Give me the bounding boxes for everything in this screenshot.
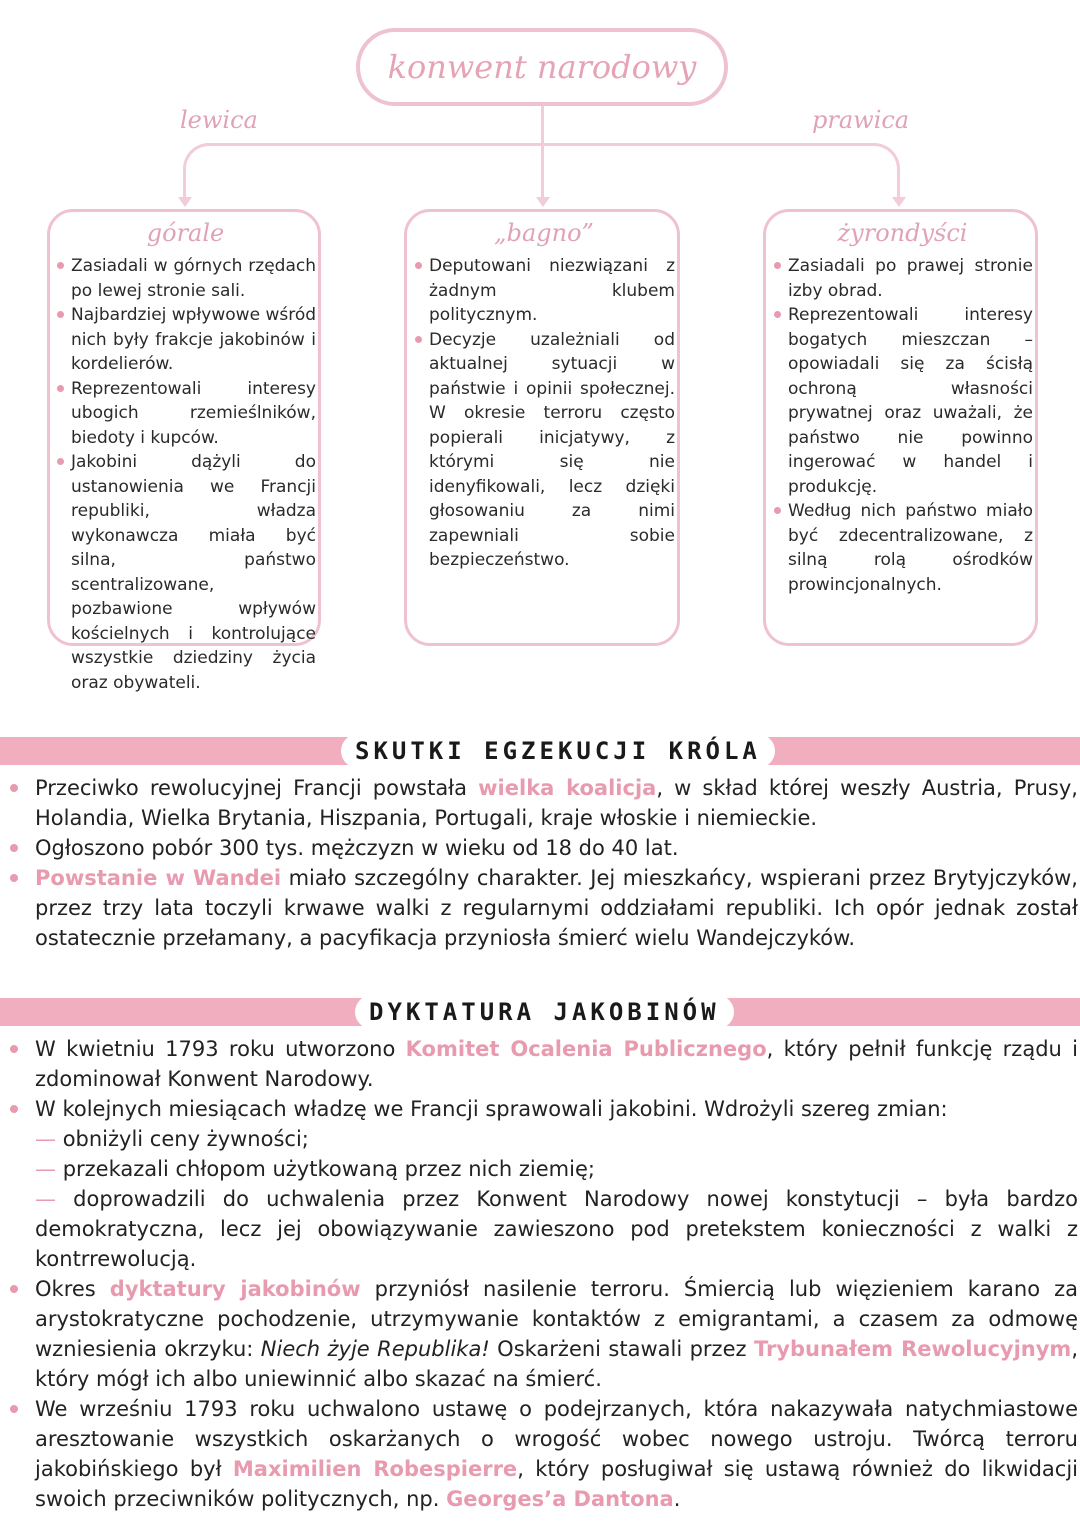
list-item: Deputowani niezwiązani z żadnym klubem politycznym. <box>411 254 675 328</box>
dash-item <box>0 1124 1080 1154</box>
list-item: Najbardziej wpływowe wśród nich były frakcje jakobinów i kordelierów. <box>53 303 316 377</box>
section-header-dyktatura <box>0 995 1080 1027</box>
list-item: Zasiadali w górnych rzędach po lewej stronie sali. <box>53 254 316 303</box>
connector-vertical-center <box>541 106 544 198</box>
paragraph <box>0 1394 1080 1514</box>
text: We wrześniu 1793 roku uchwalono ustawę o podejrzanych, która nakazywała natychmiastowe aresztowanie wszystkich oskarżanych o wrogość wobec nowego ustroju. Twórcą terroru jakobińskiego był <box>35 1397 1078 1481</box>
dash-marker: — <box>35 1157 56 1181</box>
dash-marker: — <box>35 1127 56 1151</box>
diagram-title: konwent narodowy <box>356 28 728 106</box>
section-header-skutki <box>0 734 1080 766</box>
arrowhead-right <box>892 197 906 207</box>
paragraph <box>0 863 1080 953</box>
highlight-term: Georges’a Dantona <box>446 1487 674 1511</box>
connector-left-down <box>183 168 186 198</box>
text: , który mógł ich albo uniewinnić albo skazać na śmierć. <box>35 1337 1078 1391</box>
list-item: Zasiadali po prawej stronie izby obrad. <box>770 254 1033 303</box>
section-title: DYKTATURA JAKOBINÓW <box>355 995 734 1029</box>
paragraph <box>0 1094 1080 1124</box>
card-gorale <box>47 209 321 693</box>
list-item: Jakobini dążyli do ustanowienia we Francji republiki, władza wykonawcza miała być silna, państwo scentralizowane, pozbawione wpływów kościelnych i kontrolujące wszystkie dziedziny życia oraz obywateli. <box>53 450 316 695</box>
connector-right-curve <box>872 143 900 171</box>
text: przyniósł nasilenie terroru. Śmiercią lub więzieniem karano za arystokratyczne pochodzenie, utrzymywanie kontaktów z emigrantami, a czasem za odmowę wzniesienia okrzyku: <box>35 1277 1078 1361</box>
left-wing-label: lewica <box>180 106 258 134</box>
text: Ogłoszono pobór 300 tys. mężczyzn w wieku od 18 do 40 lat. <box>35 836 679 860</box>
text: , który pełnił funkcję rządu i zdominował Konwent Narodowy. <box>35 1037 1078 1091</box>
dash-item <box>0 1184 1080 1274</box>
highlight-term: Trybunałem Rewolucyjnym <box>753 1337 1072 1361</box>
right-wing-label: prawica <box>812 106 910 134</box>
paragraph <box>0 1034 1080 1094</box>
section-body-skutki <box>0 773 1080 953</box>
highlight-term: Maximilien Robespierre <box>232 1457 518 1481</box>
highlight-term: dyktatury jakobinów <box>109 1277 361 1301</box>
text: , w skład której weszły Austria, Prusy, Holandia, Wielka Brytania, Hiszpania, Portugali, kraje włoskie i niemieckie. <box>35 776 1078 830</box>
section-body-dyktatura <box>0 1034 1080 1514</box>
arrowhead-center <box>536 197 550 207</box>
text: , który posługiwał się ustawą również do likwidacji swoich przeciwników politycznych, np. <box>35 1457 1078 1511</box>
text: W kwietniu 1793 roku utworzono <box>35 1037 406 1061</box>
arrowhead-left <box>178 197 192 207</box>
highlight-term: wielka koalicja <box>478 776 657 800</box>
text: miało szczególny charakter. Jej mieszkańcy, wspierani przez Brytyjczyków, przez trzy lata toczyli krwawe walki z regularnymi oddziałami republiki. Ich opór jednak został ostatecznie przełamany, a pacyfikacja przyniosła śmierć wielu Wandejczyków. <box>35 866 1078 950</box>
connector-horizontal <box>205 143 877 146</box>
text: obniżyli ceny żywności; <box>62 1127 309 1151</box>
dash-item <box>0 1154 1080 1184</box>
text: przekazali chłopom użytkowaną przez nich ziemię; <box>62 1157 595 1181</box>
italic-quote: Niech żyje Republika! <box>260 1337 490 1361</box>
list-item: Reprezentowali interesy ubogich rzemieślników, biedoty i kupców. <box>53 377 316 451</box>
card-title-gorale: górale <box>146 219 225 247</box>
card-bagno <box>404 209 680 646</box>
list-item: Według nich państwo miało być zdecentralizowane, z silną rolą ośrodków prowincjonalnych. <box>770 499 1033 597</box>
text: Przeciwko rewolucyjnej Francji powstała <box>35 776 479 800</box>
text: Okres <box>35 1277 110 1301</box>
list-item: Reprezentowali interesy bogatych mieszczan – opowiadali się za ścisłą ochroną własności prywatnej oraz uważali, że państwo nie powinno ingerować w handel i produkcję. <box>770 303 1033 499</box>
card-title-bagno: „bagno” <box>494 219 594 247</box>
connector-left-curve <box>183 143 211 171</box>
list-item: Decyzje uzależniali od aktualnej sytuacji w państwie i opinii społecznej. W okresie terroru często popierali inicjatywy, z którymi się nie idenyfikowali, lecz dzięki głosowaniu za nimi zapewniali sobie bezpieczeństwo. <box>411 328 675 573</box>
text: doprowadzili do uchwalenia przez Konwent Narodowy nowej konstytucji – była bardzo demokratyczna, lecz jej obowiązywanie zawieszono pod pretekstem konieczności z walki z kontrrewolucją. <box>35 1187 1078 1271</box>
highlight-term: Powstanie w Wandei <box>35 866 282 890</box>
text: . <box>673 1487 681 1511</box>
text: W kolejnych miesiącach władzę we Francji sprawowali jakobini. Wdrożyli szereg zmian: <box>35 1097 948 1121</box>
card-title-zyrondysci: żyrondyści <box>837 219 968 247</box>
text: Oskarżeni stawali przez <box>489 1337 754 1361</box>
paragraph <box>0 773 1080 833</box>
dash-marker: — <box>35 1187 56 1211</box>
connector-right-down <box>897 168 900 198</box>
section-title: SKUTKI EGZEKUCJI KRÓLA <box>341 734 775 768</box>
card-zyrondysci <box>763 209 1038 646</box>
highlight-term: Komitet Ocalenia Publicznego <box>405 1037 767 1061</box>
paragraph <box>0 1274 1080 1394</box>
paragraph <box>0 833 1080 863</box>
